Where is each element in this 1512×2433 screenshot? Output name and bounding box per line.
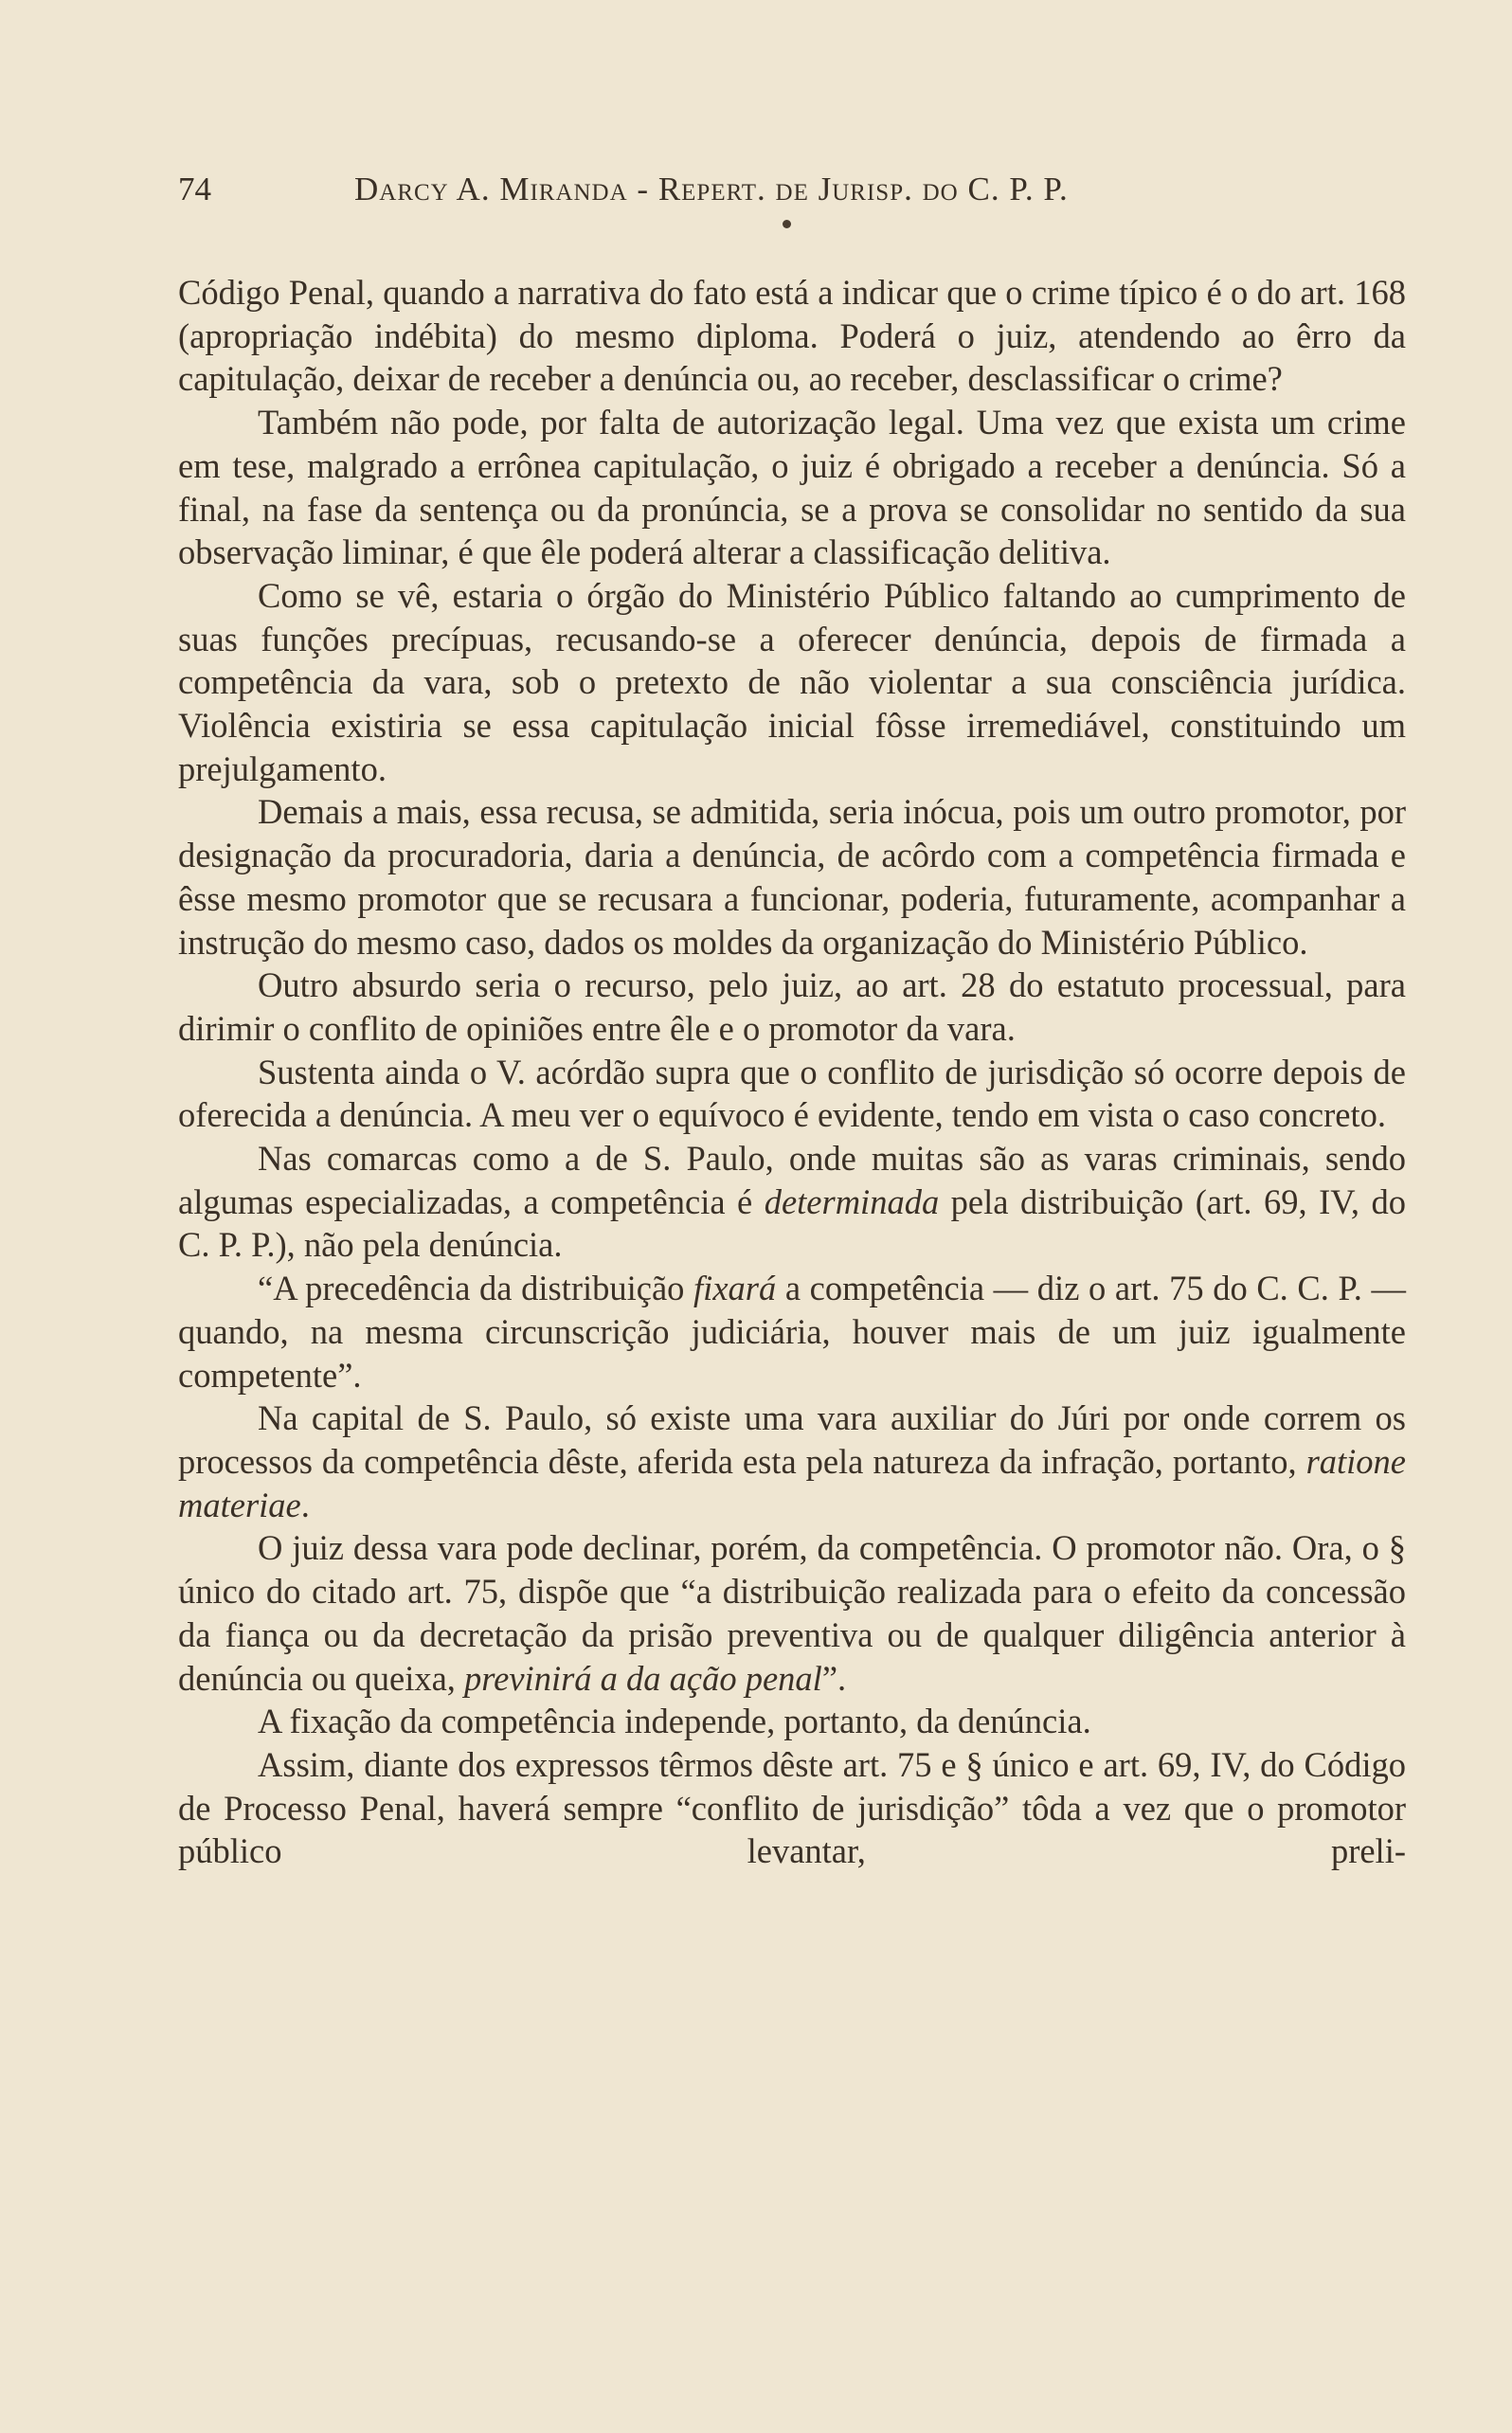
paragraph — [178, 964, 1406, 1050]
text-run: Também não pode, por falta de autorização legal. Uma vez que exista um crime em tese, malgrado a errônea capitulação, o juiz é obrigado a receber a denúncia. Só a final, na fase da sentença ou da pronúncia, se a prova se consolidar no sentido da sua observação liminar, é que êle poderá alterar a classificação delitiva. — [178, 403, 1406, 572]
running-head — [178, 169, 1277, 210]
text-run: “A precedência da distribuição — [258, 1269, 694, 1308]
text-run: ”. — [821, 1658, 847, 1698]
text-run: Sustenta ainda o V. acórdão supra que o conflito de jurisdição só ocorre depois de oferecida a denúncia. A meu ver o equívoco é evidente, tendo em vista o caso concreto. — [178, 1052, 1406, 1135]
running-head-title: Darcy A. Miranda - Repert. de Jurisp. do C. P. P. — [354, 171, 1069, 207]
text-run: pela distribuição (art. 69, IV, do C. P. P.), não pela denúncia. — [178, 1181, 1406, 1265]
italic-text: previnirá a da ação penal — [464, 1658, 822, 1698]
body-text — [178, 271, 1406, 1873]
text-run: a competência — diz o art. 75 do C. C. P. — quando, na mesma circunscrição judiciária, houver mais de um juiz igualmente competente”. — [178, 1269, 1406, 1395]
paragraph — [178, 1267, 1406, 1397]
paragraph — [178, 790, 1406, 964]
paragraph — [178, 1397, 1406, 1526]
text-run: Código Penal, quando a narrativa do fato está a indicar que o crime típico é o do art. 168 (apropriação indébita) do mesmo diploma. Poderá o juiz, atendendo ao êrro da capitulação, deixar de receber a denúncia ou, ao receber, desclassificar o crime? — [178, 273, 1406, 399]
italic-text: fixará — [693, 1269, 777, 1308]
paragraph — [178, 1137, 1406, 1267]
page-number: 74 — [178, 171, 211, 207]
text-run: Como se vê, estaria o órgão do Ministério Público faltando ao cumprimento de suas funções precípuas, recusando-se a oferecer denúncia, depois de firmada a competência da vara, sob o pretexto de não violentar a sua consciência jurídica. Violência existiria se essa capitulação inicial fôsse irremediável, constituindo um prejulgamento. — [178, 575, 1406, 788]
italic-text: determinada — [764, 1181, 940, 1221]
text-run: Nas comarcas como a de S. Paulo, onde muitas são as varas criminais, sendo algumas especializadas, a competência é — [178, 1139, 1406, 1221]
paragraph — [178, 574, 1406, 791]
text-run: . — [300, 1485, 310, 1524]
paragraph — [178, 271, 1406, 401]
paragraph — [178, 1051, 1406, 1137]
ornament-dot — [783, 220, 791, 228]
text-run: Outro absurdo seria o recurso, pelo juiz, ao art. 28 do estatuto processual, para dirimir o conflito de opiniões entre êle e o promotor da vara. — [178, 965, 1406, 1048]
text-run: Na capital de S. Paulo, só existe uma vara auxiliar do Júri por onde correm os processos da competência dêste, aferida esta pela natureza da infração, portanto, — [178, 1398, 1406, 1481]
paragraph — [178, 1743, 1406, 1873]
text-run: A fixação da competência independe, portanto, da denúncia. — [258, 1702, 1091, 1741]
paragraph — [178, 1700, 1406, 1743]
italic-text: ratione materiae — [178, 1441, 1406, 1524]
text-run: O juiz dessa vara pode declinar, porém, da competência. O promotor não. Ora, o § único do citado art. 75, dispõe que “a distribuição realizada para o efeito da concessão da fiança ou da decretação da prisão preventiva ou de qualquer diligência anterior à denúncia ou queixa, — [178, 1528, 1406, 1698]
paragraph — [178, 401, 1406, 574]
text-run: Demais a mais, essa recusa, se admitida, seria inócua, pois um outro promotor, por designação da procuradoria, daria a denúncia, de acôrdo com a competência firmada e êsse mesmo promotor que se recusara a funcionar, poderia, futuramente, acompanhar a instrução do mesmo caso, dados os moldes da organização do Ministério Público. — [178, 792, 1406, 962]
text-run: Assim, diante dos expressos têrmos dêste art. 75 e § único e art. 69, IV, do Código de Processo Penal, haverá sempre “conflito de jurisdição” tôda a vez que o promotor público levantar, preli- — [178, 1744, 1406, 1871]
paragraph — [178, 1526, 1406, 1700]
